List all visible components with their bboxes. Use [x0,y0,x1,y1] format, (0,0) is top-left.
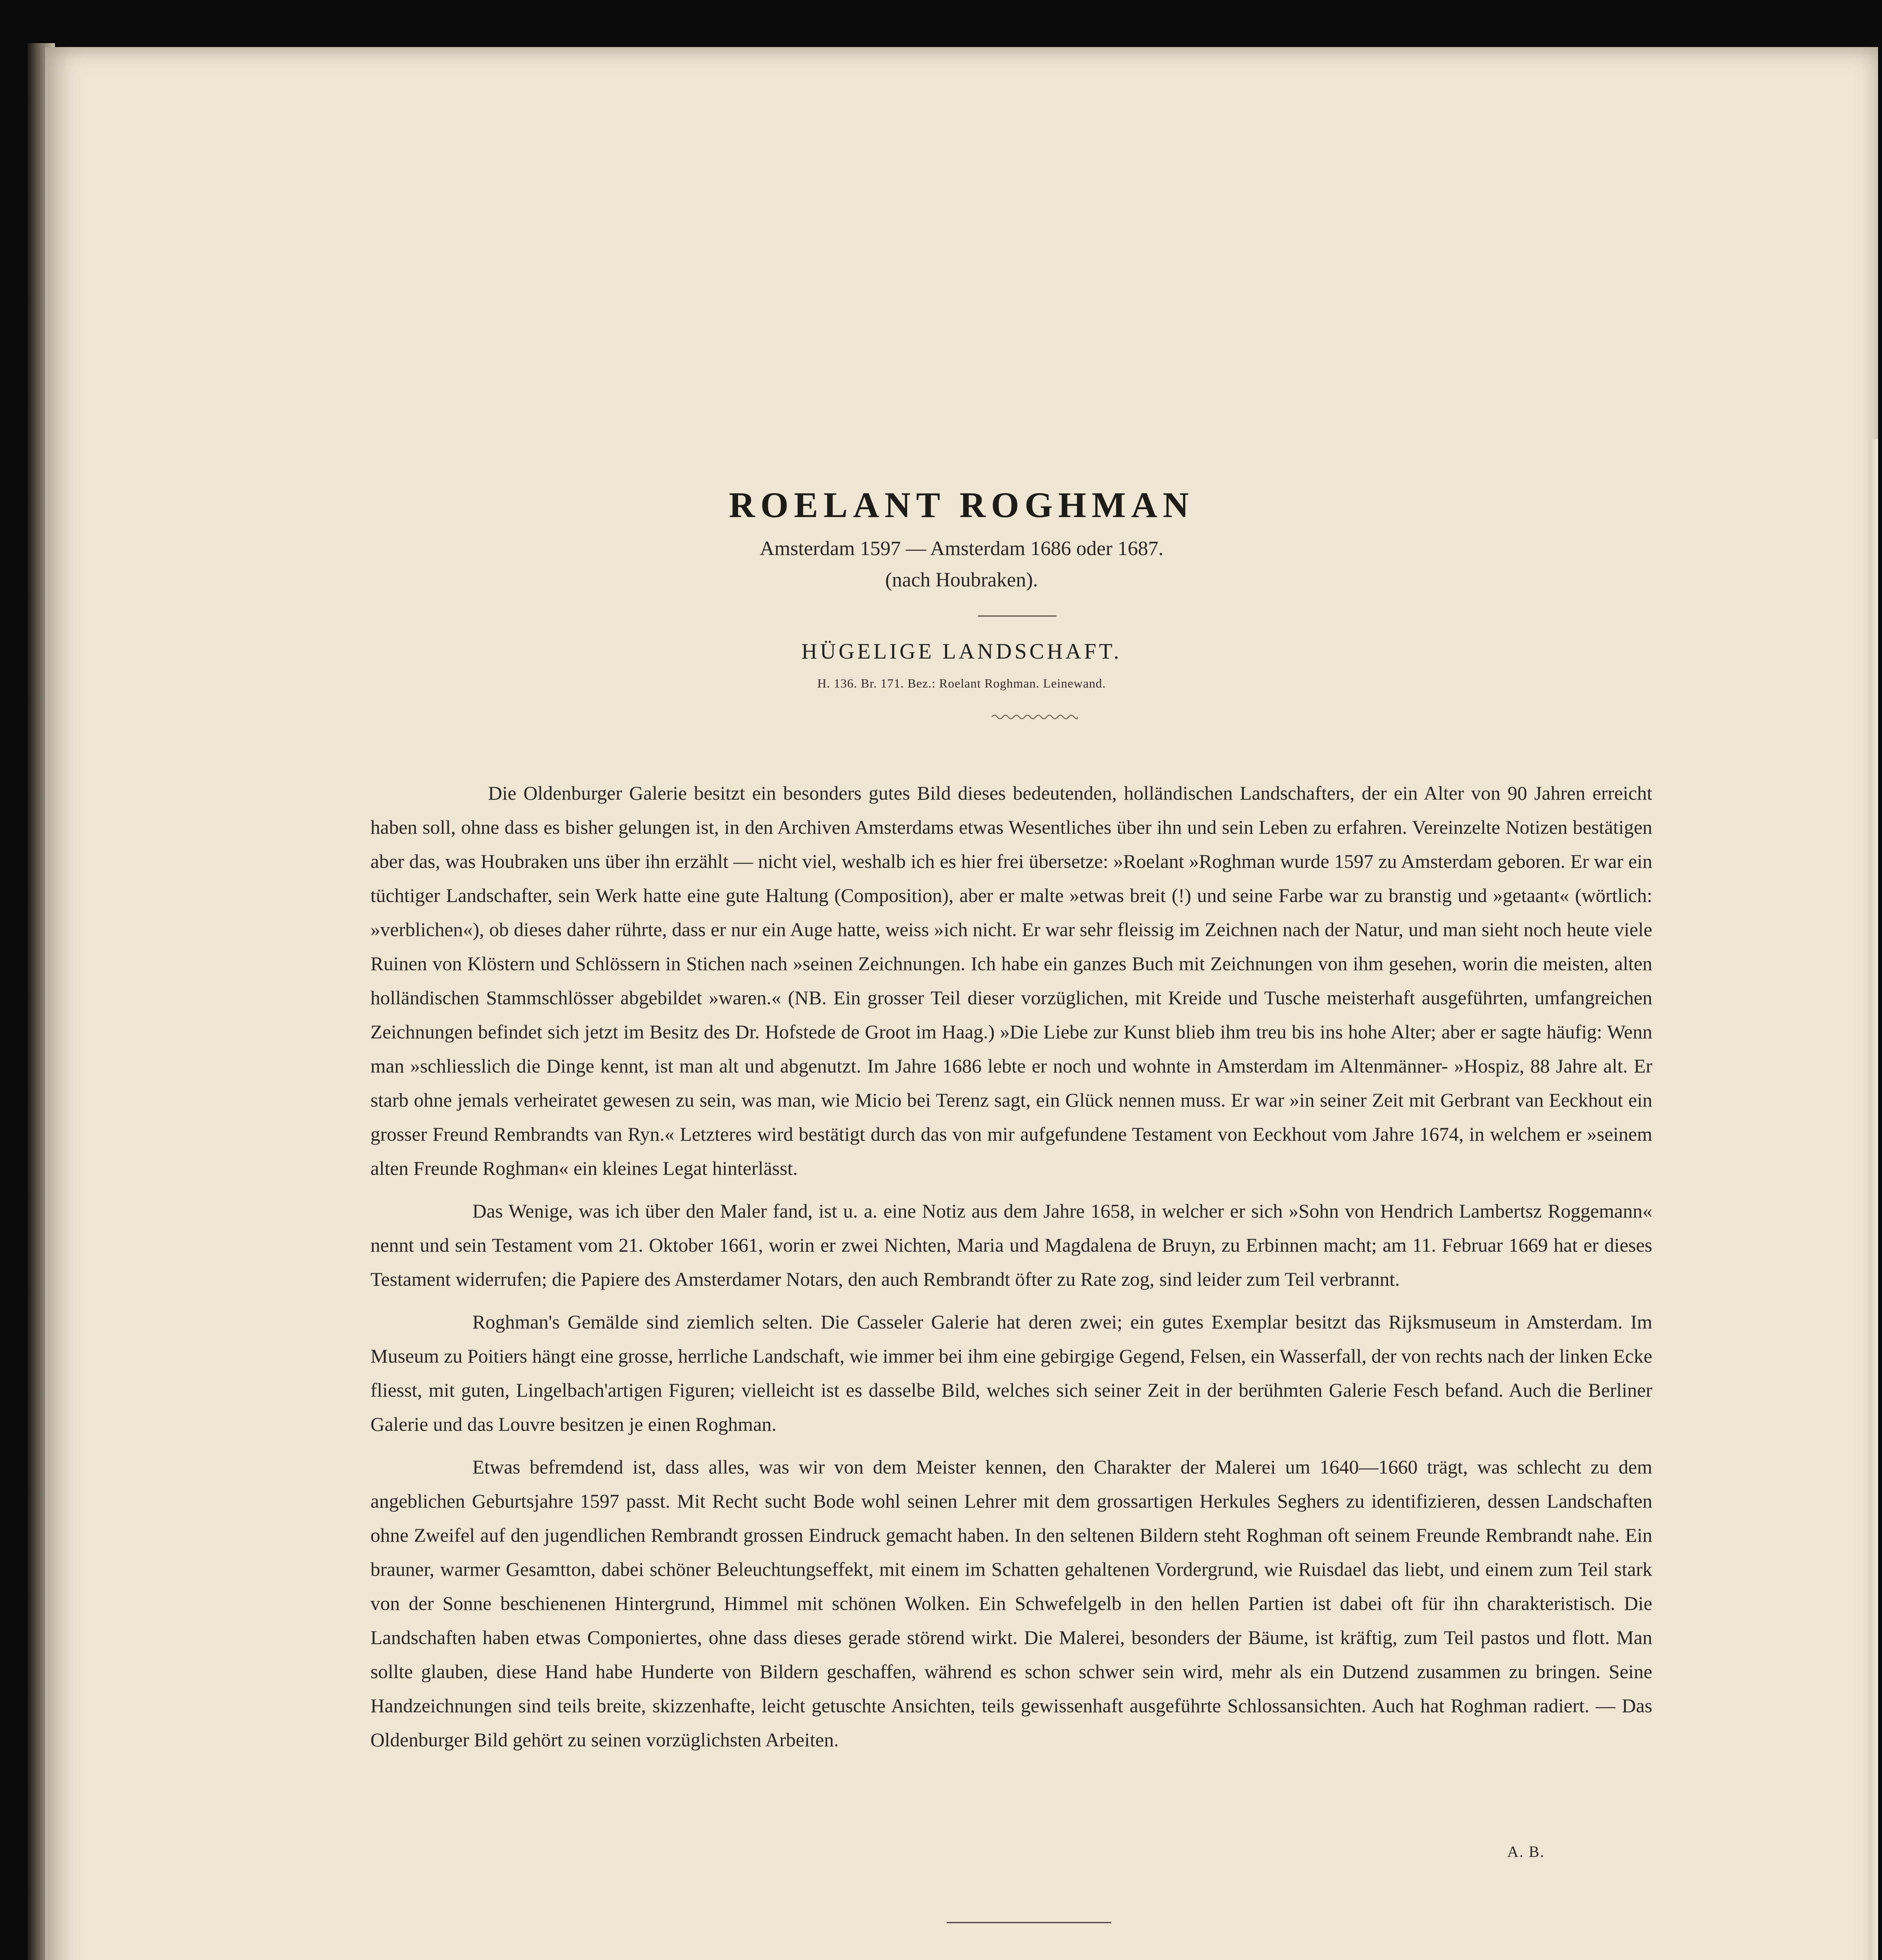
book-page [45,47,1878,1960]
paragraph-3: Roghman's Gemälde sind ziemlich selten. Die Casseler Galerie hat deren zwei; ein gutes Exemplar besitzt das Rijksmuseum in Amsterdam. Im Museum zu Poitiers hängt eine grosse, herrliche Landschaft, wie immer bei ihm eine gebirgige Gegend, Felsen, ein Wasserfall, der von rechts nach der linken Ecke fliesst, mit guten, Lingelbach'artigen Figuren; vielleicht ist es dasselbe Bild, welches sich seiner Zeit in der berühmten Galerie Fesch befand. Auch die Berliner Galerie und das Louvre besitzen je einen Roghman. [370,1311,1652,1435]
paragraph-2: Das Wenige, was ich über den Maler fand, ist u. a. eine Notiz aus dem Jahre 1658, in welcher er sich »Sohn von Hendrich Lambertsz Roggemann« nennt und sein Testament vom 21. Oktober 1661, worin er zwei Nichten, Maria und Magdalena de Bruyn, zu Erbinnen macht; am 11. Februar 1669 hat er dieses Testament widerrufen; die Papiere des Amsterdamer Notars, den auch Rembrandt öfter zu Rate zog, sind leider zum Teil verbrannt. [370,1200,1652,1290]
paragraph-4: Etwas befremdend ist, dass alles, was wir von dem Meister kennen, den Charakter der Malerei um 1640—1660 trägt, was schlecht zu dem angeblichen Geburtsjahre 1597 passt. Mit Recht sucht Bode wohl seinen Lehrer mit dem grossartigen Herkules Seghers zu identifizieren, dessen Landschaften ohne Zweifel auf den jugendlichen Rembrandt grossen Eindruck gemacht haben. In den seltenen Bildern steht Roghman oft seinem Freunde Rembrandt nahe. Ein brauner, warmer Gesamtton, dabei schöner Beleuchtungseffekt, mit einem im Schatten gehaltenen Vordergrund, wie Ruisdael das liebt, und einem zum Teil stark von der Sonne beschienenen Hintergrund, Himmel mit schönen Wolken. Ein Schwefelgelb in den hellen Partien ist dabei oft für ihn charakteristisch. Die Landschaften haben etwas Componiertes, ohne dass dieses gerade störend wirkt. Die Malerei, besonders der Bäume, ist kräftig, zum Teil pastos und flott. Man sollte glauben, diese Hand habe Hunderte von Bildern geschaffen, während es schon schwer sein wird, mehr als ein Dutzend zusammen zu bringen. Seine Handzeichnungen sind teils breite, skizzenhafte, leicht getuschte Ansichten, teils gewissenhaft ausgeführte Schlossansichten. Auch hat Roghman radiert. — Das Oldenburger Bild gehört zu seinen vorzüglichsten Arbeiten. [370,1456,1652,1751]
paragraph-1: Die Oldenburger Galerie besitzt ein besonders gutes Bild dieses bedeutenden, holländischen Landschafters, der ein Alter von 90 Jahren erreicht haben soll, ohne dass es bisher gelungen ist, in den Archiven Amsterdams etwas Wesentliches über ihn und sein Leben zu erfahren. Vereinzelte Notizen bestätigen aber das, was Houbraken uns über ihn erzählt — nicht viel, weshalb ich es hier frei übersetze: »Roelant »Roghman wurde 1597 zu Amsterdam geboren. Er war ein tüchtiger Landschafter, sein Werk hatte eine gute Haltung (Composition), aber er malte »etwas breit (!) und seine Farbe war zu branstig und »getaant« (wörtlich: »verblichen«), ob dieses daher rührte, dass er nur ein Auge hatte, weiss »ich nicht. Er war sehr fleissig im Zeichnen nach der Natur, und man sieht noch heute viele Ruinen von Klöstern und Schlössern in Stichen nach »seinen Zeichnungen. Ich habe ein ganzes Buch mit Zeichnungen von ihm gesehen, worin die meisten, alten holländischen Stammschlösser abgebildet »waren.« (NB. Ein grosser Teil dieser vorzüglichen, mit Kreide und Tusche meisterhaft ausgeführten, umfangreichen Zeichnungen befindet sich jetzt im Besitz des Dr. Hofstede de Groot im Haag.) »Die Liebe zur Kunst blieb ihm treu bis ins hohe Alter; aber er sagte häufig: Wenn man »schliesslich die Dinge kennt, ist man alt und abgenutzt. Im Jahre 1686 lebte er noch und wohnte in Amsterdam im Altenmänner- »Hospiz, 88 Jahre alt. Er starb ohne jemals verheiratet gewesen zu sein, was man, wie Micio bei Terenz sagt, ein Glück nennen muss. Er war »in seiner Zeit mit Gerbrant van Eeckhout ein grosser Freund Rembrandts van Ryn.« Letzteres wird bestätigt durch das von mir aufgefundene Testament von Eeckhout vom Jahre 1674, in welchem er »seinem alten Freunde Roghman« ein kleines Legat hinterlässt. [370,782,1652,1179]
page-edge [1869,439,1878,1960]
source-note: (nach Houbraken). [885,569,1038,591]
artwork-heading: HÜGELIGE LANDSCHAFT. [801,639,1122,664]
author-initials: A. B. [1507,1843,1545,1860]
end-divider [947,1922,1111,1923]
artwork-meta: H. 136. Br. 171. Bez.: Roelant Roghman. Leinewand. [817,676,1106,690]
short-divider [978,615,1056,617]
wavy-ornament [992,713,1078,720]
article-body [370,776,1652,1766]
life-dates: Amsterdam 1597 — Amsterdam 1686 oder 1687. [760,537,1163,560]
page-title: ROELANT ROGHMAN [729,485,1194,525]
